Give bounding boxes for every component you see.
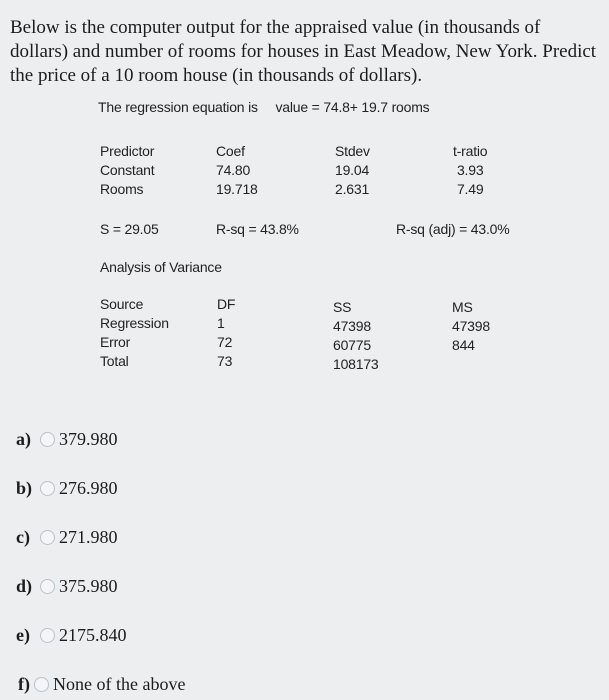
stdev-constant: 19.04 [335,162,370,178]
option-c[interactable] [16,525,118,549]
ms-column [452,298,490,355]
coef-rooms: 19.718 [216,181,258,197]
question-text: Below is the computer output for the appraised value (in thousands of dollars) and number of rooms for houses in East Meadow, New York. Predict the price of a 10 room house (in thousands of dollars). [10,17,597,86]
r-squared-adjusted: R-sq (adj) = 43.0% [396,221,510,237]
option-d-text: 375.980 [59,575,118,596]
option-a-text: 379.980 [59,428,118,449]
radio-icon[interactable] [40,628,55,643]
option-c-text: 271.980 [59,526,118,547]
coef-column [216,142,258,199]
source-column [100,295,169,371]
df-regression: 1 [217,315,225,331]
radio-icon[interactable] [40,530,55,545]
anova-title: Analysis of Variance [100,259,222,275]
option-d[interactable] [16,574,118,598]
predictor-header: Predictor [100,143,155,159]
ms-header: MS [452,299,473,315]
regression-label: The regression equation is [98,99,258,115]
ss-column [333,298,379,374]
t-ratio-column [453,142,487,199]
source-header: Source [100,296,144,312]
coef-header: Coef [216,143,245,159]
coef-constant: 74.80 [216,162,251,178]
option-c-letter: c) [16,526,30,547]
source-regression: Regression [100,315,169,331]
r-squared: R-sq = 43.8% [216,221,299,237]
option-f-text: None of the above [53,673,186,694]
option-e[interactable] [16,623,127,647]
t-ratio-constant: 3.93 [456,162,484,178]
predictor-constant: Constant [100,162,155,178]
ss-error: 60775 [333,337,371,353]
regression-equation-line [98,99,429,115]
option-e-text: 2175.840 [59,624,127,645]
source-total: Total [100,353,129,369]
t-ratio-rooms: 7.49 [456,181,484,197]
radio-icon[interactable] [40,481,55,496]
ss-header: SS [333,299,352,315]
radio-icon[interactable] [34,677,49,692]
t-ratio-header: t-ratio [453,143,488,159]
option-a-letter: a) [16,428,31,449]
stdev-column [335,142,370,199]
option-b[interactable] [16,476,118,500]
option-b-letter: b) [16,477,33,498]
option-e-letter: e) [16,624,30,645]
radio-icon[interactable] [40,432,55,447]
df-total: 73 [217,353,233,369]
option-a[interactable] [16,427,118,451]
ms-regression: 47398 [452,318,490,334]
option-f-letter: f) [18,673,30,694]
df-error: 72 [217,334,233,350]
ms-error: 844 [452,337,475,353]
predictor-rooms: Rooms [100,181,144,197]
radio-icon[interactable] [40,579,55,594]
stdev-rooms: 2.631 [335,181,370,197]
df-column [217,295,235,371]
stdev-header: Stdev [335,143,370,159]
regression-equation: value = 74.8+ 19.7 rooms [275,99,430,115]
ss-total: 108173 [333,356,379,372]
option-f[interactable] [18,672,185,696]
s-value: S = 29.05 [100,221,159,237]
ss-regression: 47398 [333,318,371,334]
option-b-text: 276.980 [59,477,118,498]
option-d-letter: d) [16,575,33,596]
source-error: Error [100,334,131,350]
df-header: DF [217,296,236,312]
predictor-column [100,142,154,199]
